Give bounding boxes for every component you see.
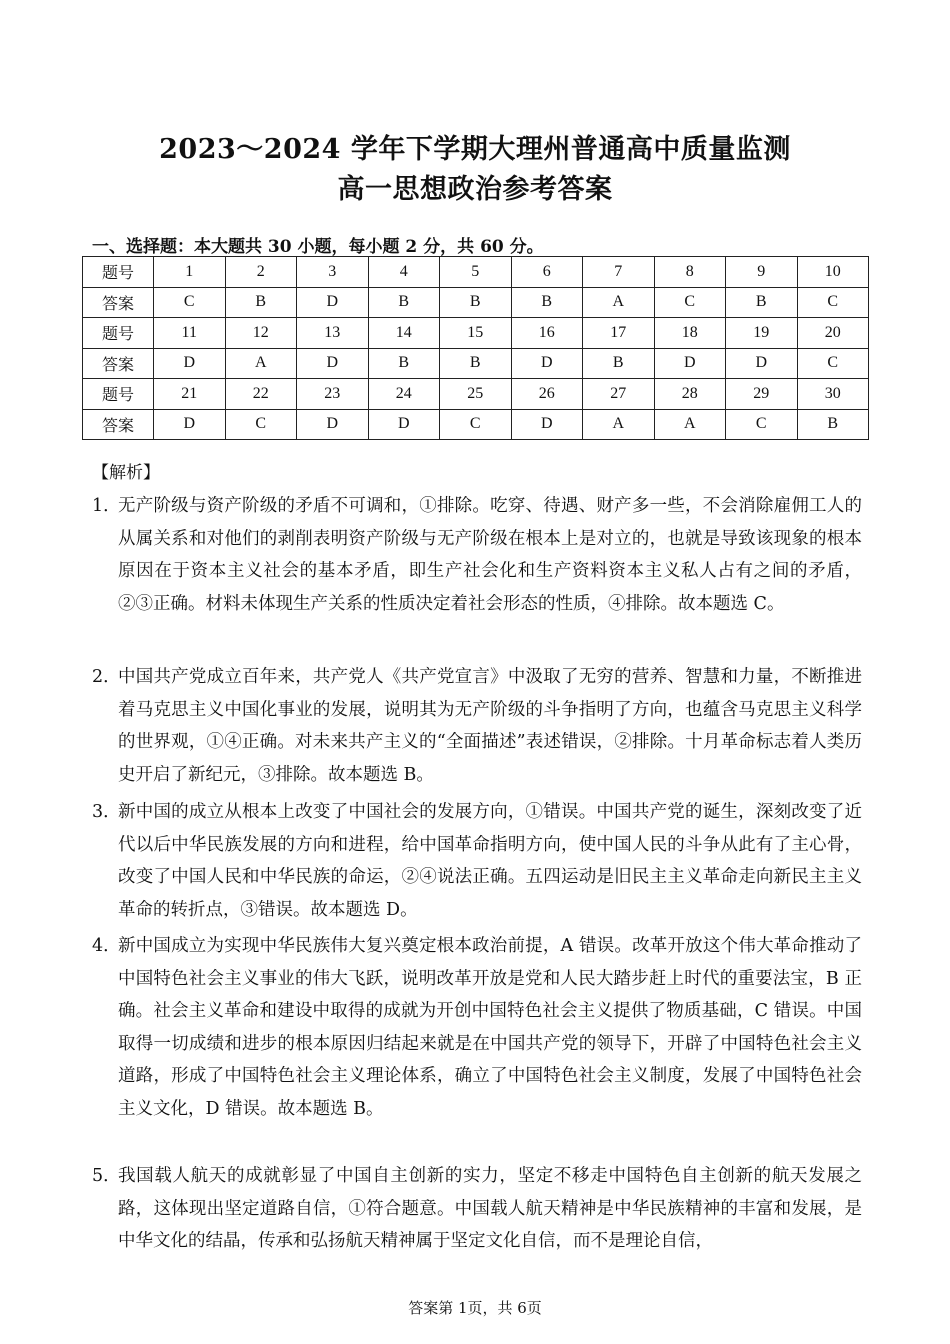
answer-cell: B <box>440 348 512 379</box>
question-number-cell: 4 <box>368 257 440 288</box>
answer-cell: B <box>225 287 297 318</box>
analysis-item-text: 新中国成立为实现中华民族伟大复兴奠定根本政治前提，A 错误。改革开放这个伟大革命推动了中国特色社会主义事业的伟大飞跃，说明改革开放是党和人民大踏步赶上时代的重要法宝，B 正确。社会主义革命和建设中取得的成就为开创中国特色社会主义提供了物质基础，C 错误。中国取得一切成绩和进步的根本原因归结起来就是在中国共产党的领导下，开辟了中国特色社会主义道路，形成了中国特色社会主义理论体系，确立了中国特色社会主义制度，发展了中国特色社会主义文化，D 错误。故本题选 B。 <box>118 936 862 1119</box>
question-number-cell: 14 <box>368 318 440 349</box>
question-number-cell: 17 <box>583 318 655 349</box>
question-number-cell: 6 <box>511 257 583 288</box>
question-number-cell: 13 <box>297 318 369 349</box>
answer-cell: D <box>297 409 369 440</box>
row-label-cell: 答案 <box>83 348 154 379</box>
analysis-item-2 <box>92 661 862 791</box>
analysis-item-3 <box>92 796 862 926</box>
answer-cell: B <box>368 287 440 318</box>
answer-cell: B <box>797 409 869 440</box>
row-label-cell: 题号 <box>83 379 154 410</box>
row-label-cell: 答案 <box>83 409 154 440</box>
question-number-cell: 29 <box>726 379 798 410</box>
question-number-cell: 30 <box>797 379 869 410</box>
answer-cell: B <box>583 348 655 379</box>
answer-cell: D <box>511 409 583 440</box>
answer-cell: D <box>297 287 369 318</box>
answer-cell: A <box>583 409 655 440</box>
section-heading-choice: 一、选择题：本大题共 30 小题，每小题 2 分，共 60 分。 <box>92 237 544 257</box>
analysis-item-4 <box>92 930 862 1126</box>
analysis-item-number: 1． <box>92 496 121 516</box>
question-number-cell: 26 <box>511 379 583 410</box>
question-number-cell: 25 <box>440 379 512 410</box>
analysis-item-text: 无产阶级与资产阶级的矛盾不可调和，①排除。吃穿、待遇、财产多一些，不会消除雇佣工人的从属关系和对他们的剥削表明资产阶级与无产阶级在根本上是对立的，也就是导致该现象的根本原因在于资本主义社会的基本矛盾，即生产社会化和生产资料资本主义私人占有之间的矛盾，②③正确。材料未体现生产关系的性质决定着社会形态的性质，④排除。故本题选 C。 <box>118 496 862 614</box>
answer-row <box>83 348 869 379</box>
question-number-cell: 10 <box>797 257 869 288</box>
answer-cell: A <box>583 287 655 318</box>
question-number-cell: 21 <box>154 379 226 410</box>
row-label-cell: 题号 <box>83 257 154 288</box>
question-number-cell: 18 <box>654 318 726 349</box>
question-number-cell: 3 <box>297 257 369 288</box>
answer-cell: B <box>440 287 512 318</box>
question-number-cell: 22 <box>225 379 297 410</box>
answer-cell: C <box>726 409 798 440</box>
analysis-item-number: 2． <box>92 667 121 687</box>
question-number-cell: 19 <box>726 318 798 349</box>
answer-cell: D <box>368 409 440 440</box>
document-subtitle: 高一思想政治参考答案 <box>337 174 613 205</box>
question-number-cell: 24 <box>368 379 440 410</box>
question-number-cell: 12 <box>225 318 297 349</box>
answer-cell: D <box>511 348 583 379</box>
question-number-cell: 5 <box>440 257 512 288</box>
answer-row <box>83 287 869 318</box>
answer-cell: C <box>797 348 869 379</box>
question-number-cell: 11 <box>154 318 226 349</box>
analysis-item-number: 3． <box>92 802 121 822</box>
answer-cell: C <box>440 409 512 440</box>
answer-cell: B <box>511 287 583 318</box>
analysis-item-number: 5． <box>92 1166 121 1186</box>
answer-cell: B <box>368 348 440 379</box>
answer-table <box>82 256 869 440</box>
answer-cell: C <box>654 287 726 318</box>
question-number-cell: 16 <box>511 318 583 349</box>
analysis-item-text: 新中国的成立从根本上改变了中国社会的发展方向，①错误。中国共产党的诞生，深刻改变了近代以后中华民族发展的方向和进程，给中国革命指明方向，使中国人民的斗争从此有了主心骨，改变了中国人民和中华民族的命运，②④说法正确。五四运动是旧民主主义革命走向新民主主义革命的转折点，③错误。故本题选 D。 <box>118 802 862 920</box>
answer-cell: A <box>225 348 297 379</box>
question-number-cell: 15 <box>440 318 512 349</box>
analysis-item-number: 4． <box>92 936 121 956</box>
question-number-cell: 7 <box>583 257 655 288</box>
answer-cell: D <box>654 348 726 379</box>
analysis-item-text: 我国载人航天的成就彰显了中国自主创新的实力，坚定不移走中国特色自主创新的航天发展之路，这体现出坚定道路自信，①符合题意。中国载人航天精神是中华民族精神的丰富和发展，是中华文化的结晶，传承和弘扬航天精神属于坚定文化自信，而不是理论自信， <box>118 1166 862 1252</box>
analysis-item-1 <box>92 490 862 620</box>
analysis-item-5 <box>92 1160 862 1258</box>
analysis-heading: 【解析】 <box>92 463 160 483</box>
question-number-cell: 28 <box>654 379 726 410</box>
question-number-cell: 2 <box>225 257 297 288</box>
question-number-cell: 20 <box>797 318 869 349</box>
row-label-cell: 答案 <box>83 287 154 318</box>
row-label-cell: 题号 <box>83 318 154 349</box>
question-number-cell: 27 <box>583 379 655 410</box>
page-footer: 答案第 1页，共 6页 <box>408 1299 542 1317</box>
answer-cell: D <box>297 348 369 379</box>
answer-cell: D <box>154 409 226 440</box>
answer-cell: C <box>225 409 297 440</box>
answer-cell: D <box>726 348 798 379</box>
question-number-cell: 23 <box>297 379 369 410</box>
question-number-cell: 9 <box>726 257 798 288</box>
question-number-cell: 8 <box>654 257 726 288</box>
question-number-row <box>83 379 869 410</box>
document-title: 2023～2024 学年下学期大理州普通高中质量监测 <box>159 134 791 165</box>
question-number-cell: 1 <box>154 257 226 288</box>
answer-cell: D <box>154 348 226 379</box>
analysis-item-text: 中国共产党成立百年来，共产党人《共产党宣言》中汲取了无穷的营养、智慧和力量，不断推进着马克思主义中国化事业的发展，说明其为无产阶级的斗争指明了方向，也蕴含马克思主义科学的世界观，①④正确。对未来共产主义的“全面描述”表述错误，②排除。十月革命标志着人类历史开启了新纪元，③排除。故本题选 B。 <box>118 667 862 785</box>
question-number-row <box>83 318 869 349</box>
answer-cell: C <box>797 287 869 318</box>
answer-cell: C <box>154 287 226 318</box>
answer-cell: B <box>726 287 798 318</box>
question-number-row <box>83 257 869 288</box>
answer-cell: A <box>654 409 726 440</box>
answer-row <box>83 409 869 440</box>
